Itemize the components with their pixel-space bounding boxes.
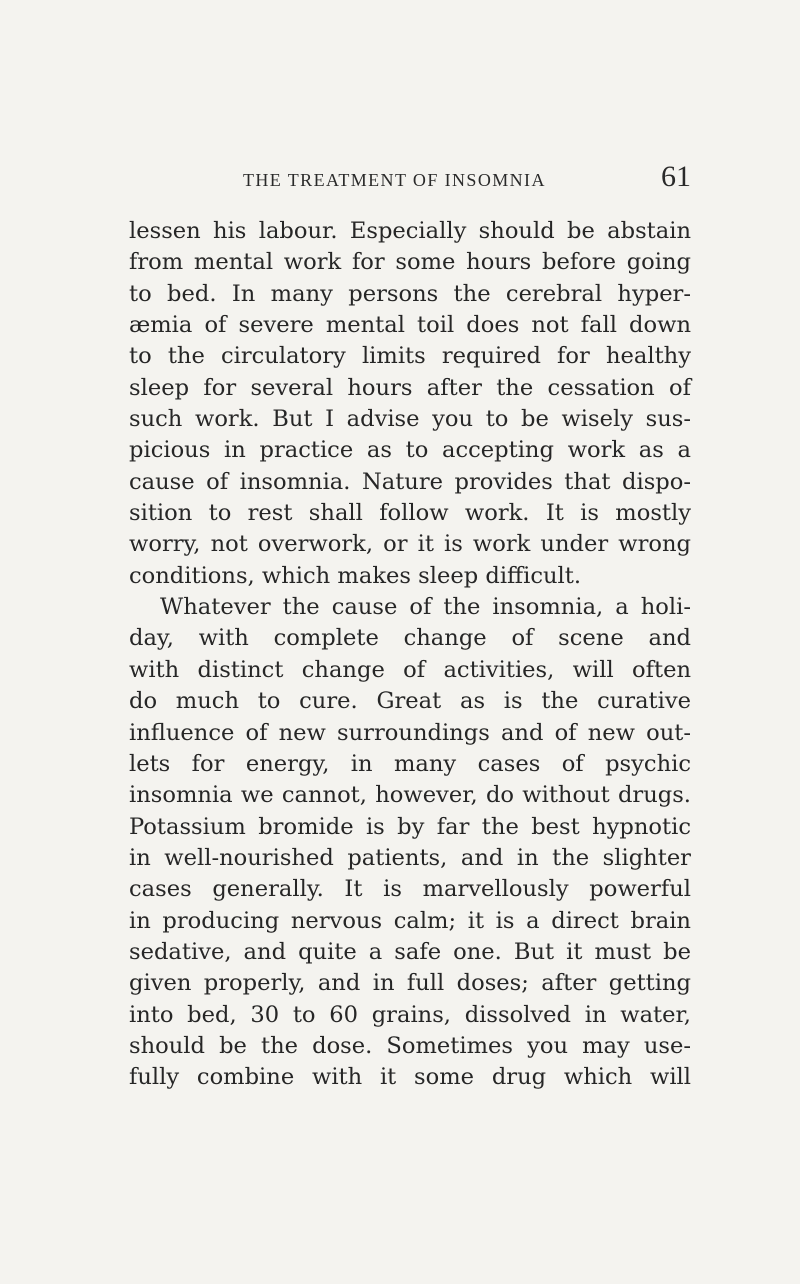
text-line: picious in practice as to accepting work as a bbox=[129, 437, 691, 464]
text-line: worry, not overwork, or it is work under wrong bbox=[129, 531, 691, 558]
text-line: such work. But I advise you to be wisely sus- bbox=[129, 406, 691, 433]
text-line: to bed. In many persons the cerebral hyper- bbox=[129, 280, 691, 307]
text-line: from mental work for some hours before going bbox=[129, 249, 691, 276]
text-line: cases generally. It is marvellously powerful bbox=[129, 876, 691, 903]
text-line: insomnia we cannot, however, do without drugs. bbox=[129, 782, 691, 809]
body-text bbox=[129, 216, 691, 1094]
text-line: fully combine with it some drug which will bbox=[129, 1064, 691, 1091]
text-line: cause of insomnia. Nature provides that dispo- bbox=[129, 468, 691, 495]
text-line: to the circulatory limits required for healthy bbox=[129, 343, 691, 370]
text-line: sleep for several hours after the cessation of bbox=[129, 374, 691, 401]
text-line: in well-nourished patients, and in the slighter bbox=[129, 844, 691, 871]
running-head bbox=[129, 160, 691, 196]
text-line: sedative, and quite a safe one. But it must be bbox=[129, 938, 691, 965]
text-line: do much to cure. Great as is the curative bbox=[129, 688, 691, 715]
text-line: lets for energy, in many cases of psychic bbox=[129, 750, 691, 777]
text-line: in producing nervous calm; it is a direct brain bbox=[129, 907, 691, 934]
text-line: sition to rest shall follow work. It is mostly bbox=[129, 500, 691, 527]
paragraph-start-line: Whatever the cause of the insomnia, a holi- bbox=[160, 594, 691, 621]
text-line: lessen his labour. Especially should be abstain bbox=[129, 218, 691, 244]
text-line: given properly, and in full doses; after getting bbox=[129, 970, 691, 997]
text-line: with distinct change of activities, will often bbox=[129, 656, 691, 683]
text-line: Potassium bromide is by far the best hypnotic bbox=[129, 813, 691, 840]
running-title: THE TREATMENT OF INSOMNIA bbox=[243, 170, 546, 190]
text-line: æmia of severe mental toil does not fall down bbox=[129, 312, 691, 339]
page-number: 61 bbox=[661, 160, 691, 193]
text-line: should be the dose. Sometimes you may use- bbox=[129, 1032, 691, 1059]
text-line: into bed, 30 to 60 grains, dissolved in water, bbox=[129, 1001, 691, 1028]
text-line: day, with complete change of scene and bbox=[129, 625, 691, 652]
text-line: influence of new surroundings and of new out- bbox=[129, 719, 691, 746]
paragraph-end-line: conditions, which makes sleep difficult. bbox=[129, 562, 582, 589]
